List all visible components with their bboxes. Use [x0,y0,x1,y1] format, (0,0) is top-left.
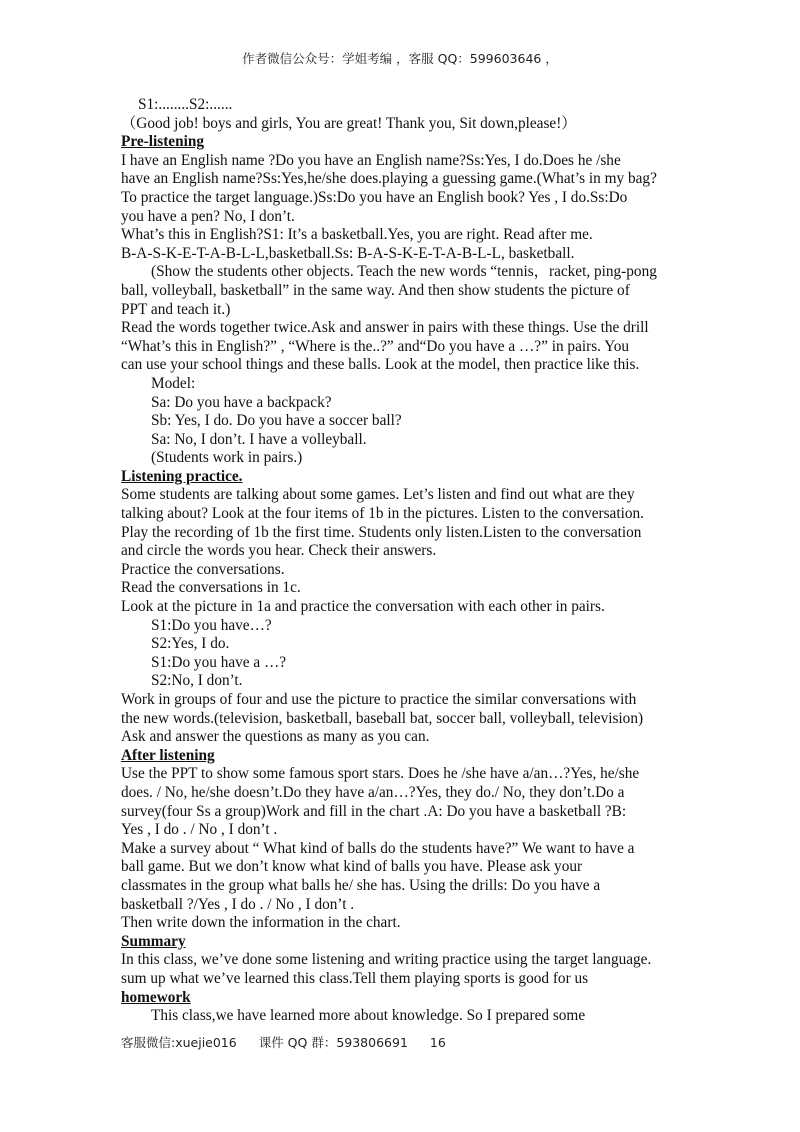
text-line: does. / No, he/she doesn’t.Do they have a/an…?Yes, they do./ No, they don’t.Do a [121,783,625,801]
text-line: you have a pen? No, I don’t. [121,207,295,225]
section-heading-label: Listening practice. [121,467,243,485]
footer-qq-group: 课件 QQ 群：593806691 [258,1035,408,1050]
text-line: Some students are talking about some games. Let’s listen and find out what are they [121,486,635,504]
section-heading-label: Summary [121,932,186,950]
page-footer [121,1033,464,1051]
text-line: S1:Do you have…? [151,616,272,634]
text-line: Make a survey about “ What kind of balls do the students have?” We want to have a [121,839,635,857]
text-line: （Good job! boys and girls, You are great! Thank you, Sit down,please!） [121,114,577,132]
page-number: 16 [429,1035,446,1050]
text-line: Then write down the information in the chart. [121,914,401,932]
section-heading [121,933,696,952]
text-line: S1:........S2:...... [138,96,233,113]
text-line: (Students work in pairs.) [151,449,303,467]
text-line: basketball ?/Yes , I do . / No , I don’t . [121,895,355,913]
text-line: the new words.(television, basketball, baseball bat, soccer ball, volleyball, television) [121,709,644,727]
text-line: Sa: No, I don’t. I have a volleyball. [151,430,367,448]
text-line: have an English name?Ss:Yes,he/she does.playing a guessing game.(What’s in my bag? [121,170,657,188]
section-heading [121,989,696,1008]
text-line: can use your school things and these balls. Look at the model, then practice like this. [121,356,640,374]
text-line: Read the conversations in 1c. [121,579,301,597]
text-line: ball, volleyball, basketball” in the same way. And then show students the picture of [121,281,630,299]
section-heading-label: homework [121,988,191,1006]
text-line: This class,we have learned more about knowledge. So I prepared some [151,1007,586,1025]
text-line: Read the words together twice.Ask and answer in pairs with these things. Use the drill [121,319,649,337]
text-line: sum up what we’ve learned this class.Tell them playing sports is good for us [121,969,589,987]
text-line: talking about? Look at the four items of 1b in the pictures. Listen to the conversation. [121,505,644,523]
text-line: PPT and teach it.) [121,300,231,318]
text-line: Play the recording of 1b the first time. Students only listen.Listen to the conversation [121,523,642,541]
text-line: B-A-S-K-E-T-A-B-L-L,basketball.Ss: B-A-S-K-E-T-A-B-L-L, basketball. [121,244,575,262]
section-heading [121,133,696,152]
text-line: Yes , I do . / No , I don’t . [121,821,278,839]
text-line: Use the PPT to show some famous sport stars. Does he /she have a/an…?Yes, he/she [121,765,640,783]
text-line: (Show the students other objects. Teach the new words “tennis，racket, ping-pong [151,263,657,281]
footer-wechat: 客服微信:xuejie016 [121,1035,237,1050]
text-line: In this class, we’ve done some listening and writing practice using the target language. [121,951,652,969]
text-line: Model: [151,374,196,392]
text-line: S2:No, I don’t. [151,672,243,690]
document-body [121,96,696,1026]
section-heading [121,468,696,487]
section-heading-label: Pre-listening [121,133,204,151]
text-line: S1:Do you have a …? [151,653,287,671]
text-line: “What’s this in English?” , “Where is the..?” and“Do you have a …?” in pairs. You [121,337,630,355]
text-line: Sb: Yes, I do. Do you have a soccer ball? [151,412,402,430]
text-line: What’s this in English?S1: It’s a basketball.Yes, you are right. Read after me. [121,226,593,244]
text-line: I have an English name ?Do you have an English name?Ss:Yes, I do.Does he /she [121,151,621,169]
section-heading [121,747,696,766]
text-line: and circle the words you hear. Check their answers. [121,542,437,560]
text-line: Look at the picture in 1a and practice the conversation with each other in pairs. [121,598,605,616]
text-line: Work in groups of four and use the picture to practice the similar conversations with [121,691,637,708]
section-heading-label: After listening [121,746,215,764]
page-header: 作者微信公众号：学姐考编 ，客服 QQ：599603646 ， [242,51,558,66]
text-line: To practice the target language.)Ss:Do you have an English book? Yes , I do.Ss:Do [121,188,628,206]
text-line: Ask and answer the questions as many as you can. [121,728,430,746]
text-line: Practice the conversations. [121,560,285,578]
text-line: survey(four Ss a group)Work and fill in the chart .A: Do you have a basketball ?B: [121,802,627,820]
text-line: classmates in the group what balls he/ she has. Using the drills: Do you have a [121,876,601,894]
text-line: S2:Yes, I do. [151,635,230,653]
text-line: Sa: Do you have a backpack? [151,393,332,411]
text-line: ball game. But we don’t know what kind of balls you have. Please ask your [121,858,583,876]
